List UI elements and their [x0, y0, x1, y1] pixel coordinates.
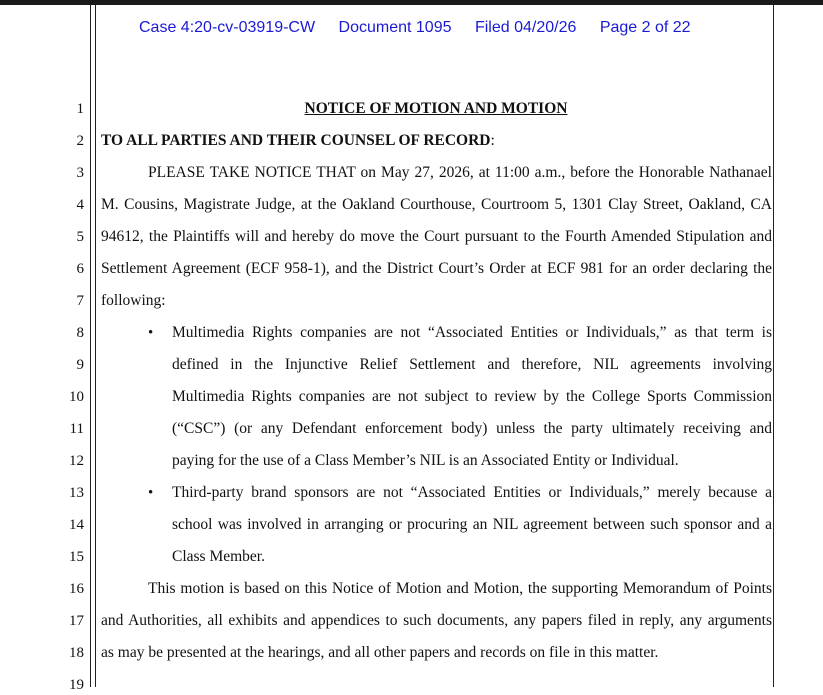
line-number: 6 — [76, 261, 84, 277]
line-number: 17 — [69, 613, 84, 629]
bullet-line: (“CSC”) (or any Defendant enforcement body) unless the party ultimately receiving and — [172, 420, 772, 437]
window-top-border — [0, 0, 823, 5]
line-number: 15 — [69, 549, 84, 565]
paragraph-line: PLEASE TAKE NOTICE THAT on May 27, 2026, at 11:00 a.m., before the Honorable Nathanael — [148, 164, 772, 181]
line-number: 11 — [69, 421, 84, 437]
bullet-line: school was involved in arranging or procuring an NIL agreement between such sponsor and a — [172, 516, 772, 533]
page-count: Page 2 of 22 — [599, 19, 691, 36]
paragraph-line: following: — [101, 292, 166, 309]
paragraph-line: M. Cousins, Magistrate Judge, at the Oakland Courthouse, Courtroom 5, 1301 Clay Street, Oakland, CA — [101, 196, 772, 213]
bullet-line: Multimedia Rights companies are not “Associated Entities or Individuals,” as that term is — [172, 324, 772, 341]
line-number: 3 — [76, 165, 84, 181]
line-number: 5 — [76, 229, 84, 245]
paragraph-line: This motion is based on this Notice of Motion and Motion, the supporting Memorandum of Points — [148, 580, 772, 597]
line-number: 10 — [69, 389, 84, 405]
paragraph-line: 94612, the Plaintiffs will and hereby do move the Court pursuant to the Fourth Amended Stipulation and — [101, 228, 772, 245]
left-margin-rule-inner — [95, 5, 96, 687]
bullet-line: paying for the use of a Class Member’s NIL is an Associated Entity or Individual. — [172, 452, 679, 469]
line-number: 12 — [69, 453, 84, 469]
bullet-point: • — [148, 325, 154, 341]
bullet-line: Multimedia Rights companies are not subject to review by the College Sports Commission — [172, 388, 772, 405]
ecf-header — [139, 19, 823, 41]
line-number: 1 — [76, 101, 84, 117]
salutation-colon: : — [490, 132, 495, 149]
paragraph-line: Settlement Agreement (ECF 958-1), and the District Court’s Order at ECF 981 for an order declaring the — [101, 260, 772, 277]
paragraph-line: and Authorities, all exhibits and appendices to such documents, any papers filed in reply, any arguments — [101, 612, 772, 629]
line-number: 2 — [76, 133, 84, 149]
line-number: 18 — [69, 645, 84, 661]
left-margin-rule-outer — [90, 5, 91, 687]
line-number: 4 — [76, 197, 84, 213]
document-title: NOTICE OF MOTION AND MOTION — [304, 100, 568, 117]
paragraph-line: as may be presented at the hearings, and all other papers and records on file in this matter. — [101, 644, 659, 661]
line-number: 9 — [76, 357, 84, 373]
line-number: 13 — [69, 485, 84, 501]
line-number: 14 — [69, 517, 84, 533]
salutation-text: TO ALL PARTIES AND THEIR COUNSEL OF RECORD — [101, 132, 491, 149]
line-number: 16 — [69, 581, 84, 597]
right-margin-rule — [773, 5, 774, 687]
line-number: 19 — [69, 677, 84, 693]
bullet-line: Third-party brand sponsors are not “Associated Entities or Individuals,” merely because a — [172, 484, 772, 501]
bullet-point: • — [148, 485, 154, 501]
bullet-line: Class Member. — [172, 548, 265, 565]
line-number: 7 — [76, 293, 84, 309]
bullet-line: defined in the Injunctive Relief Settlement and therefore, NIL agreements involving — [172, 356, 772, 373]
document-number: Document 1095 — [338, 19, 452, 36]
line-number: 8 — [76, 325, 84, 341]
case-number: Case 4:20-cv-03919-CW — [139, 19, 316, 36]
salutation — [101, 131, 495, 151]
filed-date: Filed 04/20/26 — [474, 19, 577, 36]
